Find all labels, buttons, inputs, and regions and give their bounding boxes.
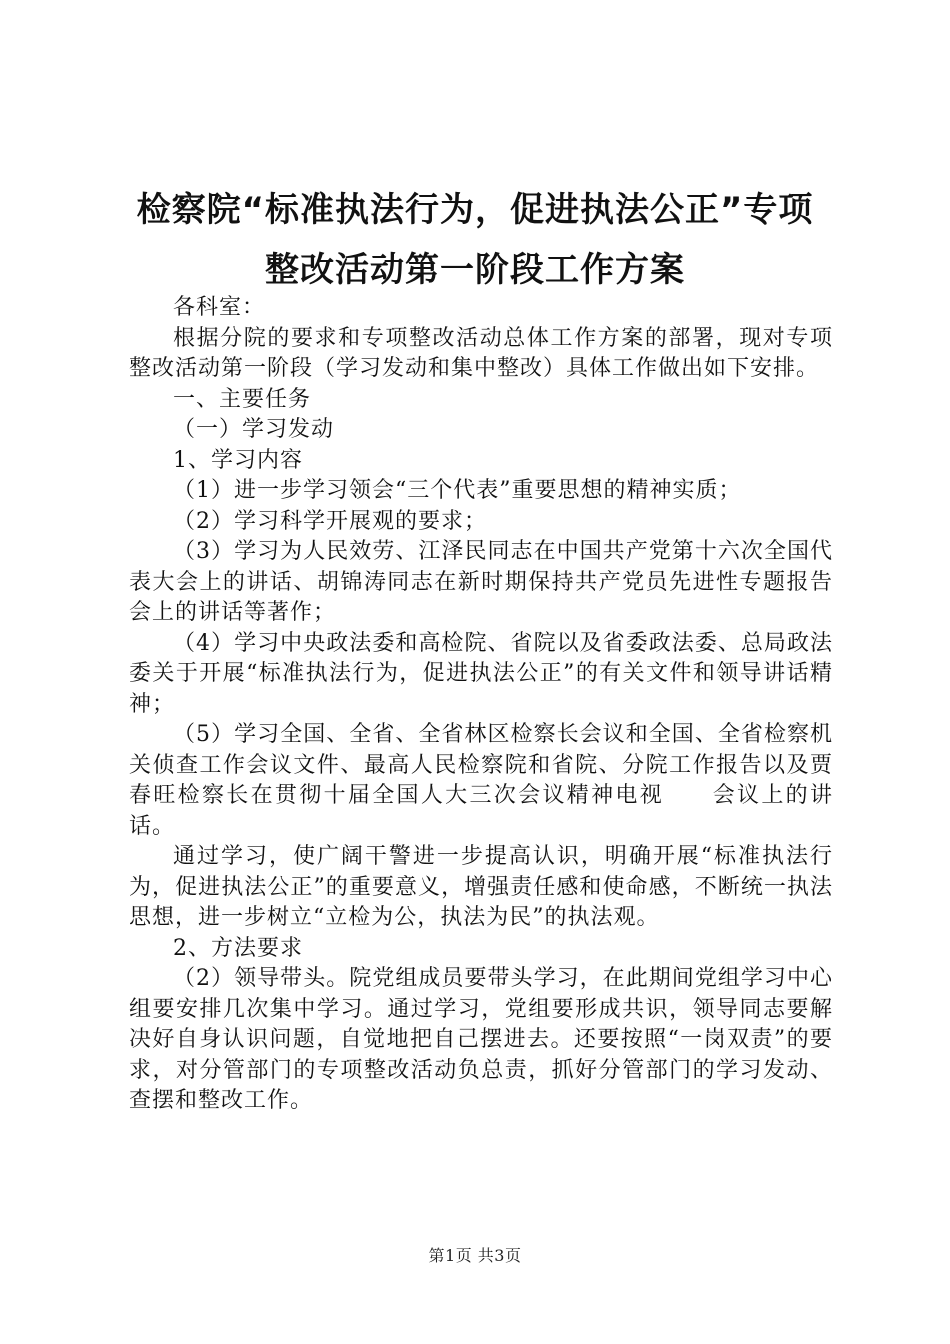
section-heading: 一、主要任务 [173,386,312,412]
item-heading: 2、方法要求 [173,935,303,961]
list-item: （3）学习为人民效劳、江泽民同志在中国共产党第十六次全国代表大会上的讲话、胡锦涛同志在新时期保持共产党员先进性专题报告会上的讲话等著作； [129,539,833,625]
document-body [129,293,833,1117]
method-paragraph: （2）领导带头。院党组成员要带头学习，在此期间党组学习中心组要安排几次集中学习。通过学习，党组要形成共识，领导同志要解决好自身认识问题，自觉地把自己摆进去。还要按照“一岗双责”的要求，对分管部门的专项整改活动负总责，抓好分管部门的学习发动、查摆和整改工作。 [129,966,833,1113]
list-item: （2）学习科学开展观的要求； [173,508,487,534]
list-item: （4）学习中央政法委和高检院、省院以及省委政法委、总局政法委关于开展“标准执法行为，促进执法公正”的有关文件和领导讲话精神； [129,630,833,717]
title-line-1: 检察院“标准执法行为，促进执法公正”专项 [136,190,814,230]
document-title [100,180,850,300]
list-item: （5）学习全国、全省、全省林区检察长会议和全国、全省检察机关侦查工作会议文件、最高人民检察院和省院、分院工作报告以及贾春旺检察长在贯彻十届全国人大三次会议精神电视 会议上的讲话。 [129,722,833,839]
summary-paragraph: 通过学习，使广阔干警进一步提高认识，明确开展“标准执法行为，促进执法公正”的重要意义，增强责任感和使命感，不断统一执法思想，进一步树立“立检为公，执法为民”的执法观。 [129,844,833,930]
title-line-2: 整改活动第一阶段工作方案 [265,250,685,290]
item-heading: 1、学习内容 [173,447,303,473]
list-item: （1）进一步学习领会“三个代表”重要思想的精神实质； [173,478,742,503]
salutation: 各科室： [173,295,266,320]
page-footer: 第1页 共3页 [428,1246,522,1265]
subsection-heading: （一）学习发动 [173,417,335,442]
intro-paragraph: 根据分院的要求和专项整改活动总体工作方案的部署，现对专项整改活动第一阶段（学习发动和集中整改）具体工作做出如下安排。 [129,325,833,381]
